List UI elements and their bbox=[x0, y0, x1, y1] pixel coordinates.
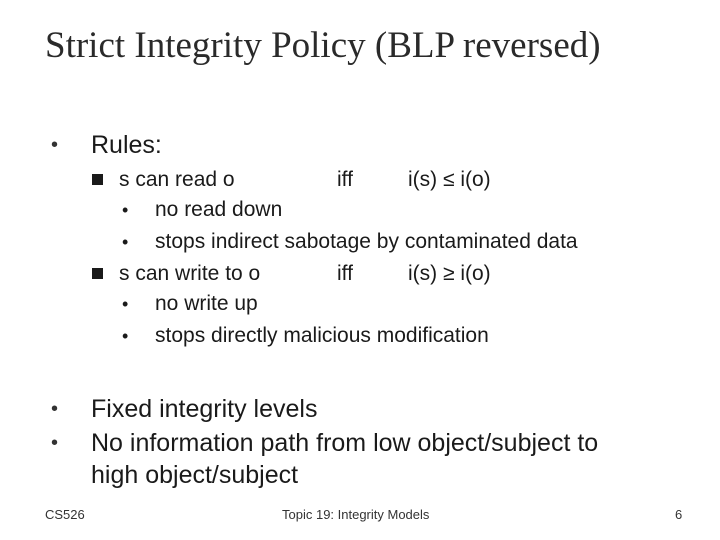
rule-read-connector: iff bbox=[337, 168, 353, 191]
square-bullet-icon bbox=[92, 174, 103, 185]
bullet-dot: • bbox=[122, 232, 129, 252]
rule-read-point: stops indirect sabotage by contaminated data bbox=[155, 230, 578, 253]
bullet-dot: • bbox=[51, 398, 59, 420]
rule-write-point: stops directly malicious modification bbox=[155, 324, 489, 347]
footer-page-number: 6 bbox=[675, 507, 683, 522]
rule-write-subject: s can write to o bbox=[119, 262, 261, 285]
no-info-path-line2: high object/subject bbox=[91, 461, 299, 489]
square-bullet-icon bbox=[92, 268, 103, 279]
bullet-dot: • bbox=[122, 326, 129, 346]
no-info-path-line1: No information path from low object/subject to bbox=[91, 429, 599, 457]
rules-heading: Rules: bbox=[91, 131, 162, 159]
bullet-dot: • bbox=[51, 134, 59, 156]
rule-read-subject: s can read o bbox=[119, 168, 235, 191]
slide-title: Strict Integrity Policy (BLP reversed) bbox=[45, 25, 601, 66]
fixed-integrity-text: Fixed integrity levels bbox=[91, 395, 318, 423]
rule-write-condition: i(s) ≥ i(o) bbox=[408, 262, 491, 285]
rule-read-condition: i(s) ≤ i(o) bbox=[408, 168, 491, 191]
rule-read-point: no read down bbox=[155, 198, 283, 221]
rule-write-point: no write up bbox=[155, 292, 258, 315]
bullet-dot: • bbox=[122, 294, 129, 314]
rule-write-connector: iff bbox=[337, 262, 353, 285]
footer-topic: Topic 19: Integrity Models bbox=[282, 507, 430, 522]
bullet-dot: • bbox=[122, 200, 129, 220]
footer-course: CS526 bbox=[45, 507, 85, 522]
bullet-dot: • bbox=[51, 432, 59, 454]
